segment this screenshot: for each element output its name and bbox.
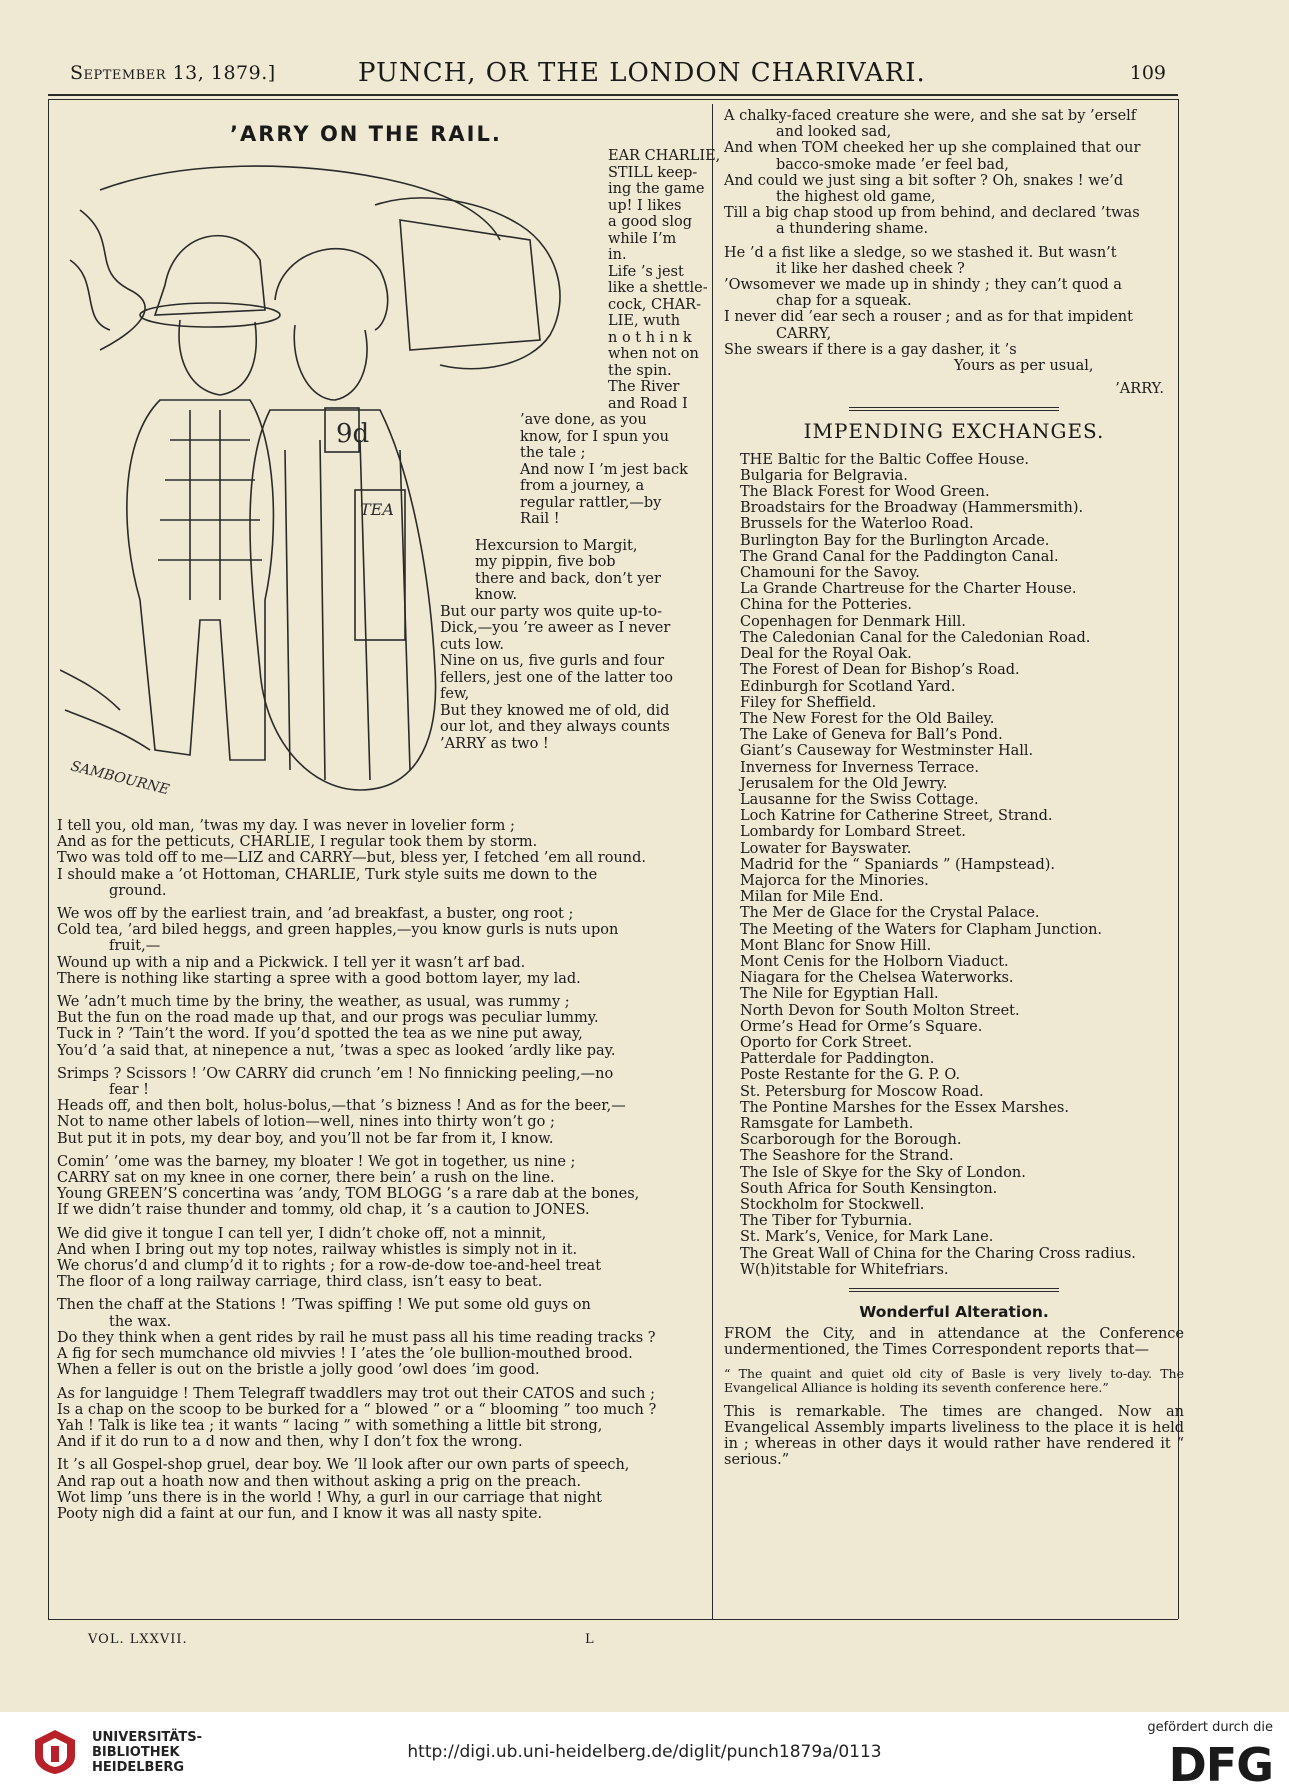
side-verse-line: up! I likes	[608, 197, 682, 214]
side-verse-line: Nine on us, five gurls and four	[440, 653, 665, 669]
frame-rule-bottom	[48, 1619, 1178, 1620]
side-verse-line: And now I ’m jest back	[520, 461, 688, 478]
verse-line: We did give it tongue I can tell yer, I didn’t choke off, not a minnit,	[57, 1225, 547, 1242]
verse-stanza	[57, 906, 707, 987]
smoke-swirl	[100, 166, 500, 240]
verse-line: I never did ’ear sech a rouser ; and as for that impident	[724, 309, 1133, 326]
verse-line: We ’adn’t much time by the briny, the weather, as usual, was rummy ;	[57, 994, 570, 1011]
exchange-item: The Nile for Egyptian Hall.	[740, 986, 939, 1003]
verse-line: But the fun on the road made up that, and our progs was peculiar lummy.	[57, 1010, 599, 1027]
exchange-item: Inverness for Inverness Terrace.	[740, 759, 979, 776]
verse-line: Wot limp ’uns there is in the world ! Why, a gurl in our carriage that night	[57, 1489, 602, 1506]
exchange-item: Broadstairs for the Broadway (Hammersmith).	[740, 500, 1084, 517]
exchange-item: Deal for the Royal Oak.	[740, 646, 912, 663]
exchange-item: Oporto for Cork Street.	[740, 1034, 913, 1051]
verse-line: A chalky-faced creature she were, and she sat by ’erself	[724, 108, 1137, 124]
verse-line: A fig for sech mumchance old mivvies ! I ’ates the ’ole bullion-mouthed brood.	[57, 1346, 633, 1363]
verse-line: And when TOM cheeked her up she complained that our	[724, 140, 1141, 157]
side-verse-line: ’ARRY as two !	[440, 735, 549, 752]
masthead-date: September 13, 1879.]	[70, 62, 276, 84]
exchange-item: St. Petersburg for Moscow Road.	[740, 1083, 984, 1100]
exchange-item: St. Mark’s, Venice, for Mark Lane.	[740, 1229, 994, 1246]
verse-line: bacco-smoke made ’er feel bad,	[776, 156, 1009, 173]
exchange-item: Copenhagen for Denmark Hill.	[740, 613, 966, 630]
verse-line: the wax.	[109, 1313, 172, 1330]
side-verse-line: and Road I	[608, 395, 688, 412]
exchange-item: The Pontine Marshes for the Essex Marshes.	[740, 1099, 1069, 1116]
library-name-line: UNIVERSITÄTS-	[92, 1730, 202, 1745]
side-verse-line: Dick,—you ’re aweer as I never	[440, 620, 671, 636]
verse-line: ’Owsomever we made up in shindy ; they can’t quod a	[724, 277, 1122, 294]
library-footer-bar	[0, 1712, 1289, 1790]
exchange-item: Poste Restante for the G. P. O.	[740, 1067, 961, 1084]
side-verse-line: few,	[440, 686, 470, 702]
verse-line: And could we just sing a bit softer ? Oh, snakes ! we’d	[724, 172, 1124, 189]
verse-line: a thundering shame.	[776, 221, 929, 238]
page-number: 109	[1129, 62, 1166, 84]
tea-label: TEA	[360, 500, 394, 519]
verse-line: Cold tea, ’ard biled heggs, and green happles,—you know gurls is nuts upon	[57, 922, 619, 939]
volume-label: VOL. LXXVII.	[88, 1632, 188, 1647]
right-column	[724, 108, 1184, 1468]
exchange-item: Chamouni for the Savoy.	[740, 565, 920, 582]
exchange-item: The Isle of Skye for the Sky of London.	[740, 1164, 1026, 1181]
exchange-item: Mont Cenis for the Holborn Viaduct.	[740, 953, 1009, 970]
exchange-item: Mont Blanc for Snow Hill.	[740, 937, 932, 954]
impending-title: IMPENDING EXCHANGES.	[803, 419, 1105, 444]
side-verse-line: n o t h i n k	[608, 329, 692, 346]
verse-line: Not to name other labels of lotion—well, nines into thirty won’t go ;	[57, 1114, 555, 1131]
exchange-item: Edinburgh for Scotland Yard.	[740, 678, 956, 695]
side-verse-line: cock, CHAR-	[608, 296, 702, 313]
exchange-item: Majorca for the Minories.	[740, 872, 929, 889]
exchange-item: China for the Potteries.	[740, 597, 912, 614]
library-name-line: BIBLIOTHEK	[92, 1745, 180, 1760]
side-verse-line: The River	[608, 379, 680, 395]
tea-urn	[375, 198, 560, 369]
wonderful-title: Wonderful Alteration.	[859, 1303, 1049, 1322]
verse-stanza	[57, 1386, 707, 1451]
exchange-item: Stockholm for Stockwell.	[740, 1197, 925, 1213]
side-verse-line: Hexcursion to Margit,	[475, 537, 638, 554]
verse-line: Heads off, and then bolt, holus-bolus,—that ’s bizness ! And as for the beer,—	[57, 1098, 626, 1115]
exchange-item: Lowater for Bayswater.	[740, 840, 912, 857]
library-name-line: HEIDELBERG	[92, 1760, 185, 1775]
verse-line: I should make a ’ot Hottoman, CHARLIE, Turk style suits me down to the	[57, 866, 598, 883]
verse-line: Till a big chap stood up from behind, and declared ’twas	[724, 205, 1140, 222]
verse-stanza	[724, 108, 1184, 238]
side-verse-line: the tale ;	[520, 445, 586, 461]
verse-line: As for languidge ! Them Telegraff twaddlers may trot out their CATOS and such ;	[57, 1385, 655, 1402]
verse-line: You’d ’a said that, at ninepence a nut, ’twas a spec as looked ’ardly like pay.	[57, 1042, 616, 1059]
wonderful-body: This is remarkable. The times are changed. Now an Evangelical Assembly imparts liveliness to the place it is held in ; whereas in other days it would rather have rendered it “ serious.”	[724, 1403, 1184, 1469]
exchange-item: The Meeting of the Waters for Clapham Junction.	[740, 921, 1103, 938]
verse-line: And as for the petticuts, CHARLIE, I regular took them by storm.	[57, 834, 538, 851]
source-url[interactable]: http://digi.ub.uni-heidelberg.de/diglit/punch1879a/0113	[407, 1742, 882, 1762]
exchange-item: Madrid for the “ Spaniards ” (Hampstead).	[740, 856, 1056, 873]
exchange-item: Burlington Bay for the Burlington Arcade.	[740, 532, 1050, 549]
verse-line: Srimps ? Scissors ! ’Ow CARRY did crunch ’em ! No finnicking peeling,—no	[57, 1065, 614, 1082]
verse-line: Wound up with a nip and a Pickwick. I tell yer it wasn’t arf bad.	[57, 954, 526, 971]
price-label: 9d	[336, 419, 370, 449]
exchanges-list	[724, 452, 1184, 1278]
verse-line: We chorus’d and clump’d it to rights ; for a row-de-dow toe-and-heel treat	[57, 1258, 602, 1275]
side-verse-line: from a journey, a	[520, 478, 645, 494]
side-verse-line: a good slog	[608, 214, 692, 230]
exchange-item: Bulgaria for Belgravia.	[740, 467, 908, 484]
side-verse-line: in.	[608, 247, 627, 263]
side-verse-line: our lot, and they always counts	[440, 719, 670, 735]
verse-line: She swears if there is a gay dasher, it ’s	[724, 341, 1017, 358]
funding-caption: gefördert durch die	[1147, 1720, 1273, 1735]
side-verse-line: there and back, don’t yer	[475, 570, 661, 587]
exchange-item: The Black Forest for Wood Green.	[740, 484, 990, 501]
article-title: ’ARRY ON THE RAIL.	[230, 122, 502, 146]
verse-stanza	[57, 1297, 707, 1378]
side-verse-line: Rail !	[520, 511, 560, 527]
verse-line: Yah ! Talk is like tea ; it wants “ lacing ” with something a little bit strong,	[57, 1417, 603, 1434]
exchange-item: Milan for Mile End.	[740, 889, 884, 906]
verse-line: Young GREEN’S concertina was ’andy, TOM BLOGG ’s a rare dab at the bones,	[57, 1186, 640, 1203]
verse-stanza	[57, 1154, 707, 1219]
verse-line: But put it in pots, my dear boy, and you’ll not be far from it, I know.	[57, 1130, 554, 1147]
side-verse-line: know.	[475, 587, 518, 603]
verse-line: Comin’ ’ome was the barney, my bloater ! We got in together, us nine ;	[57, 1153, 576, 1170]
verse-stanza	[57, 1066, 707, 1147]
exchange-item: The Seashore for the Strand.	[740, 1148, 954, 1165]
exchange-item: The Forest of Dean for Bishop’s Road.	[740, 662, 1020, 679]
verse-line: Then the chaff at the Stations ! ’Twas spiffing ! We put some old guys on	[57, 1297, 591, 1314]
right-verse-continuation	[724, 108, 1184, 374]
verse-stanza	[57, 994, 707, 1059]
exchange-item: Orme’s Head for Orme’s Square.	[740, 1018, 983, 1035]
side-verse-line: But they knowed me of old, did	[440, 702, 670, 719]
signature-mark: L	[585, 1632, 594, 1647]
side-verse-line: regular rattler,—by	[520, 494, 662, 511]
masthead-rule	[48, 99, 1178, 100]
side-verse-line: But our party wos quite up-to-	[440, 603, 662, 620]
verse-line: CARRY,	[776, 325, 832, 342]
column-divider	[712, 104, 713, 1619]
side-verse-line: ’ave done, as you	[520, 412, 647, 428]
side-verse-line: Life ’s jest	[608, 263, 684, 280]
main-verse	[57, 818, 707, 1529]
exchange-item: Filey for Sheffield.	[740, 694, 877, 711]
verse-line: And if it do run to a d now and then, why I don’t fox the wrong.	[57, 1434, 523, 1451]
dfg-logo: DFG	[1168, 1738, 1273, 1790]
verse-stanza	[724, 245, 1184, 375]
verse-line: If we didn’t raise thunder and tommy, old chap, it ’s a caution to JONES.	[57, 1202, 590, 1219]
verse-line: He ’d a fist like a sledge, so we stashed it. But wasn’t	[724, 244, 1117, 261]
verse-line: We wos off by the earliest train, and ’ad breakfast, a buster, ong root ;	[57, 906, 574, 923]
arry-signature: ’ARRY.	[1115, 381, 1164, 398]
exchange-item: Ramsgate for Lambeth.	[740, 1115, 914, 1132]
verse-line: and looked sad,	[776, 124, 892, 141]
verse-stanza	[57, 1457, 707, 1522]
exchange-item: Scarborough for the Borough.	[740, 1132, 962, 1149]
exchange-item: W(h)itstable for Whitefriars.	[740, 1261, 949, 1278]
exchange-item: La Grande Chartreuse for the Charter House.	[740, 581, 1077, 598]
verse-line: fear !	[109, 1082, 149, 1099]
woman-figure	[250, 410, 436, 790]
verse-line: And rap out a hoath now and then without asking a prig on the preach.	[57, 1473, 582, 1490]
verse-stanza	[57, 1226, 707, 1291]
exchange-item: The Grand Canal for the Paddington Canal.	[740, 548, 1059, 565]
section-separator	[849, 1288, 1059, 1292]
verse-line: Tuck in ? ’Tain’t the word. If you’d spotted the tea as we nine put away,	[57, 1026, 583, 1043]
side-verse-line: my pippin, five bob	[475, 554, 616, 570]
exchange-item: The Tiber for Tyburnia.	[740, 1213, 913, 1230]
verse-line: ground.	[109, 882, 167, 899]
verse-line: CARRY sat on my knee in one corner, there bein’ a rush on the line.	[57, 1170, 555, 1187]
verse-stanza	[57, 818, 707, 899]
verse-line: The floor of a long railway carriage, third class, isn’t easy to beat.	[57, 1274, 543, 1291]
side-verse-line: fellers, jest one of the latter too	[440, 669, 674, 686]
side-verse-line: like a shettle-	[608, 280, 708, 296]
verse-line: Is a chap on the scoop to be burked for a “ blowed ” or a “ blooming ” too much ?	[57, 1401, 657, 1418]
side-verse-line: STILL keep-	[608, 164, 698, 181]
verse-line: the highest old game,	[776, 189, 936, 206]
verse-line: chap for a squeak.	[776, 293, 912, 310]
verse-line: And when I bring out my top notes, railway whistles is simply not in it.	[57, 1241, 578, 1258]
verse-line: There is nothing like starting a spree with a good bottom layer, my lad.	[57, 970, 581, 987]
exchange-item: Lombardy for Lombard Street.	[740, 824, 966, 841]
masthead	[48, 52, 1178, 96]
side-verse-line: when not on	[608, 346, 699, 362]
masthead-title: PUNCH, OR THE LONDON CHARIVARI.	[358, 58, 926, 88]
exchange-item: Loch Katrine for Catherine Street, Strand.	[740, 808, 1053, 825]
side-verse-line: LIE, wuth	[608, 313, 681, 329]
side-verse-line: the spin.	[608, 362, 672, 379]
wonderful-intro: FROM the City, and in attendance at the Conference undermentioned, the Times Correspondent reports that—	[724, 1326, 1184, 1359]
exchange-item: South Africa for South Kensington.	[740, 1180, 998, 1197]
exchange-item: The Mer de Glace for the Crystal Palace.	[740, 905, 1040, 922]
verse-line: Two was told off to me—LIZ and CARRY—but, bless yer, I fetched ’em all round.	[57, 850, 647, 867]
frame-rule-left	[48, 99, 49, 1619]
bonnet	[275, 249, 388, 330]
verse-line: it like her dashed cheek ?	[776, 260, 965, 277]
exchange-item: The New Forest for the Old Bailey.	[740, 710, 995, 727]
verse-line: It ’s all Gospel-shop gruel, dear boy. We ’ll look after our own parts of speech,	[57, 1457, 630, 1474]
exchange-item: The Great Wall of China for the Charing Cross radius.	[740, 1245, 1136, 1262]
exchange-item: The Lake of Geneva for Ball’s Pond.	[740, 727, 1003, 744]
exchange-item: Giant’s Causeway for Westminster Hall.	[740, 743, 1034, 760]
wonderful-quote: “ The quaint and quiet old city of Basle is very lively to-day. The Evangelical Alliance is holding its seventh conference here.”	[724, 1365, 1184, 1396]
exchange-item: Lausanne for the Swiss Cottage.	[740, 791, 979, 808]
side-verse-line: cuts low.	[440, 636, 505, 653]
exchange-item: Jerusalem for the Old Jewry.	[740, 775, 948, 792]
exchange-item: Brussels for the Waterloo Road.	[740, 516, 974, 533]
exchange-item: North Devon for South Molton Street.	[740, 1002, 1020, 1019]
exchange-item: THE Baltic for the Baltic Coffee House.	[740, 451, 1030, 468]
verse-line: I tell you, old man, ’twas my day. I was never in lovelier form ;	[57, 818, 515, 834]
section-separator	[849, 407, 1059, 411]
exchange-item: Niagara for the Chelsea Waterworks.	[740, 970, 1014, 987]
verse-line: Pooty nigh did a faint at our fun, and I know it was all nasty spite.	[57, 1505, 543, 1522]
side-verse-line: ing the game	[608, 181, 705, 197]
artist-signature: SAMBOURNE	[69, 758, 171, 799]
verse-line: fruit,—	[109, 938, 161, 955]
side-verse-line: EAR CHARLIE,	[608, 148, 721, 164]
verse-line: When a feller is out on the bristle a jolly good ’owl does ’im good.	[57, 1362, 540, 1379]
exchange-item: The Caledonian Canal for the Caledonian Road.	[740, 629, 1091, 646]
side-verse-line: while I’m	[608, 230, 677, 247]
verse-line: Yours as per usual,	[954, 358, 1094, 375]
exchange-item: Patterdale for Paddington.	[740, 1051, 935, 1068]
verse-line: Do they think when a gent rides by rail he must pass all his time reading tracks ?	[57, 1329, 656, 1346]
side-verse-line: know, for I spun you	[520, 428, 670, 445]
